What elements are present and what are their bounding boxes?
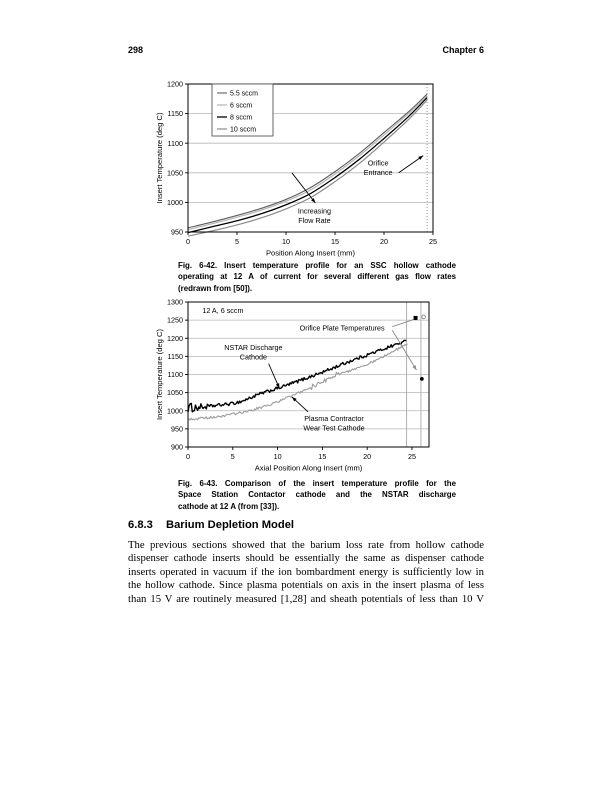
paragraph-line: the hollow cathode. Since plasma potentials on axis in the insert plasma of less xyxy=(128,579,484,592)
svg-text:1200: 1200 xyxy=(167,333,183,343)
section-heading xyxy=(128,519,294,531)
svg-text:Wear Test Cathode: Wear Test Cathode xyxy=(303,423,365,433)
svg-text:15: 15 xyxy=(331,237,339,246)
svg-text:1000: 1000 xyxy=(167,198,183,207)
svg-text:1050: 1050 xyxy=(167,168,183,178)
svg-text:Entrance: Entrance xyxy=(363,168,393,178)
page-number: 298 xyxy=(128,45,144,55)
svg-text:Flow Rate: Flow Rate xyxy=(298,216,331,226)
svg-text:Insert Temperature (deg C): Insert Temperature (deg C) xyxy=(155,328,164,421)
svg-text:Orifice Plate Temperatures: Orifice Plate Temperatures xyxy=(299,323,385,333)
caption-line: operating at 12 A of current for several different gas flow rates xyxy=(178,272,456,282)
svg-text:10 sccm: 10 sccm xyxy=(230,126,257,134)
svg-text:NSTAR Discharge: NSTAR Discharge xyxy=(224,342,283,352)
svg-text:1150: 1150 xyxy=(167,351,183,361)
fig-6-43-caption xyxy=(178,478,456,512)
fig-6-42-caption xyxy=(178,260,456,294)
body-paragraph xyxy=(128,539,484,606)
chapter-label: Chapter 6 xyxy=(442,45,484,55)
svg-text:15: 15 xyxy=(318,452,327,461)
paragraph-line: The previous sections showed that the barium loss rate from hollow cathode xyxy=(128,539,484,551)
svg-text:1300: 1300 xyxy=(167,297,183,307)
svg-text:0: 0 xyxy=(186,237,190,246)
paragraph-line: than 15 V are routinely measured [1,28] and sheath potentials of less than 10 V xyxy=(128,592,484,605)
svg-text:Increasing: Increasing xyxy=(297,206,332,216)
svg-text:Plasma Contractor: Plasma Contractor xyxy=(304,413,364,423)
caption-line: (redrawn from [50]). xyxy=(178,283,253,293)
svg-text:10: 10 xyxy=(282,237,290,246)
svg-text:10: 10 xyxy=(273,452,282,461)
svg-text:12 A, 6 sccm: 12 A, 6 sccm xyxy=(202,305,244,315)
svg-text:20: 20 xyxy=(363,452,372,461)
paragraph-line: dispenser cathode inserts should be essentially the same as dispenser cathode xyxy=(128,552,484,565)
section-number: 6.8.3 xyxy=(128,519,153,531)
svg-text:6 sccm: 6 sccm xyxy=(230,102,253,110)
caption-line: Space Station Contactor cathode and the NSTAR discharge xyxy=(178,490,456,500)
svg-text:Axial Position Along Insert (m: Axial Position Along Insert (mm) xyxy=(254,463,363,473)
svg-text:950: 950 xyxy=(171,227,183,237)
paragraph-line: inserts operated in vacuum if the ion bombardment energy is sufficiently low in xyxy=(128,565,484,578)
svg-text:8 sccm: 8 sccm xyxy=(230,114,253,122)
svg-text:0: 0 xyxy=(186,452,190,461)
caption-line: cathode at 12 A (from [33]). xyxy=(178,501,280,511)
svg-text:Cathode: Cathode xyxy=(239,352,267,362)
svg-text:900: 900 xyxy=(171,442,183,452)
svg-text:1150: 1150 xyxy=(167,109,183,119)
svg-text:1250: 1250 xyxy=(167,315,183,325)
fig-6-42-insert-temperature-chart xyxy=(140,74,452,262)
svg-text:25: 25 xyxy=(429,237,437,246)
caption-line: Fig. 6-42. Insert temperature profile for an SSC hollow cathode xyxy=(178,261,456,270)
svg-text:5.5 sccm: 5.5 sccm xyxy=(230,90,259,98)
fig-6-43-temperature-comparison-chart xyxy=(140,292,452,478)
svg-text:20: 20 xyxy=(380,237,388,246)
svg-text:Insert Temperature (deg C): Insert Temperature (deg C) xyxy=(155,112,164,204)
svg-text:1100: 1100 xyxy=(167,138,183,148)
page-header xyxy=(128,45,484,55)
section-title: Barium Depletion Model xyxy=(166,519,295,531)
svg-text:1050: 1050 xyxy=(167,388,183,398)
svg-text:5: 5 xyxy=(230,452,235,461)
svg-text:1100: 1100 xyxy=(167,370,183,380)
svg-text:1000: 1000 xyxy=(167,406,183,416)
svg-text:25: 25 xyxy=(407,452,416,461)
svg-text:950: 950 xyxy=(171,424,183,434)
svg-text:Orifice: Orifice xyxy=(367,158,389,168)
svg-text:5: 5 xyxy=(235,237,239,246)
svg-text:1200: 1200 xyxy=(167,79,183,89)
svg-text:Position Along Insert (mm): Position Along Insert (mm) xyxy=(265,248,356,258)
caption-line: Fig. 6-43. Comparison of the insert temperature profile for the xyxy=(178,479,456,488)
